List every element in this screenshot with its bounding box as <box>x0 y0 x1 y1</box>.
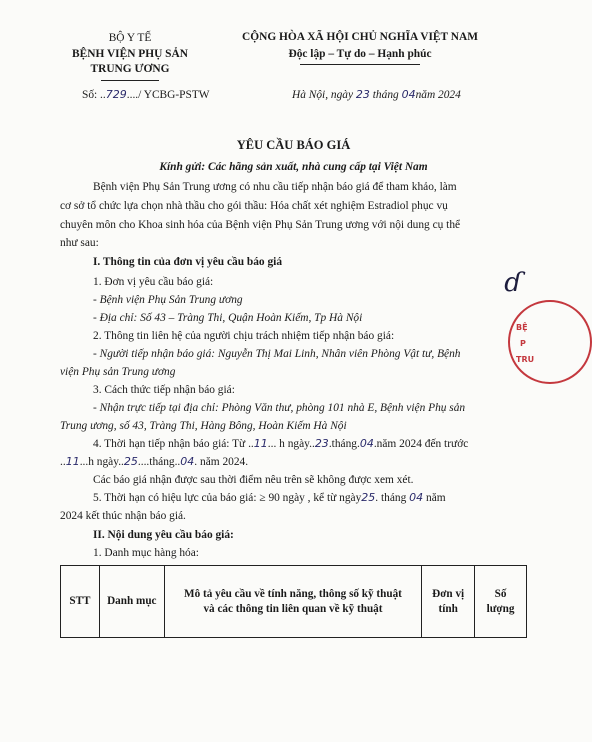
country-name: CỘNG HÒA XÃ HỘI CHỦ NGHĨA VIỆT NAM <box>242 31 478 43</box>
section-1-item-5-line-1: 5. Thời hạn có hiệu lực của báo giá: ≥ 90 ngày , kể từ ngày25. tháng 04 năm <box>93 491 446 504</box>
requesting-unit-address: - Địa chỉ: Số 43 – Tràng Thi, Quận Hoàn Kiếm, Tp Hà Nội <box>93 312 363 324</box>
ministry-name: BỘ Y TẾ <box>108 32 152 44</box>
intro-line-2: cơ sở tổ chức lựa chọn nhà thầu cho gói thầu: Hóa chất xét nghiệm Estradiol phục vụ <box>60 200 448 212</box>
header-unit-line-1: Đơn vị <box>432 587 465 600</box>
section-1-item-4-line-1: 4. Thời hạn tiếp nhận báo giá: Từ ..11... h ngày..23.tháng.04.năm 2024 đến trước <box>93 437 469 450</box>
date-day-handwritten: 23 <box>355 88 370 101</box>
intro-line-1: Bệnh viện Phụ Sản Trung ương có nhu cầu tiếp nhận báo giá để tham khảo, làm <box>93 181 457 193</box>
header-unit <box>422 566 475 638</box>
section-1-item-4-line-2: ..11...h ngày..25....tháng..04. năm 2024. <box>60 455 249 468</box>
requesting-unit-name: - Bệnh viện Phụ Sản Trung ương <box>93 294 243 306</box>
validity-day-handwritten: 25 <box>361 491 376 504</box>
hospital-stamp: BỆ P TRU <box>508 300 592 384</box>
section-1-item-3: 3. Cách thức tiếp nhận báo giá: <box>93 384 235 396</box>
end-hour-handwritten: 11 <box>65 455 80 468</box>
motto-underline <box>300 64 420 65</box>
section-2-item-1: 1. Danh mục hàng hóa: <box>93 547 199 559</box>
document-title: YÊU CẦU BÁO GIÁ <box>236 138 351 152</box>
direct-delivery-line-1: - Nhận trực tiếp tại địa chỉ: Phòng Văn thư, phòng 101 nhà E, Bệnh viện Phụ sản <box>93 402 466 414</box>
hospital-name-line1: BỆNH VIỆN PHỤ SẢN <box>72 48 188 60</box>
receiver-line-1: - Người tiếp nhận báo giá: Nguyễn Thị Mai Linh, Nhân viên Phòng Vật tư, Bệnh <box>93 348 461 360</box>
header-unit-line-2: tính <box>438 602 458 615</box>
header-description-line-1: Mô tả yêu cầu về tính năng, thông số kỹ thuật <box>184 587 402 600</box>
header-description <box>164 566 422 638</box>
intro-line-3: chuyên môn cho Khoa sinh hóa của Bệnh viện Phụ Sản Trung ương với nội dung cụ thể <box>60 219 461 231</box>
recipient-line: Kính gửi: Các hãng sản xuất, nhà cung cấp tại Việt Nam <box>159 161 428 173</box>
header-description-line-2: và các thông tin liên quan về kỹ thuật <box>203 602 383 615</box>
handwritten-signature: ɗ <box>504 268 522 298</box>
late-submission-note: Các báo giá nhận được sau thời điểm nêu trên sẽ không được xem xét. <box>93 474 414 486</box>
section-1-heading: I. Thông tin của đơn vị yêu cầu báo giá <box>93 256 283 268</box>
national-motto: Độc lập – Tự do – Hạnh phúc <box>288 48 432 60</box>
header-quantity <box>475 566 527 638</box>
goods-table <box>60 565 527 638</box>
hospital-name-line2: TRUNG ƯƠNG <box>90 63 170 75</box>
header-stt: STT <box>61 566 100 638</box>
document-date: Hà Nội, ngày 23 tháng 04năm 2024 <box>292 88 461 101</box>
section-1-item-5-line-2: 2024 kết thúc nhận báo giá. <box>60 510 186 522</box>
start-day-handwritten: 23 <box>314 437 329 450</box>
header-quantity-line-1: Số <box>494 587 507 600</box>
receiver-line-2: viện Phụ sản Trung ương <box>60 366 176 378</box>
header-quantity-line-2: lượng <box>486 602 515 615</box>
end-month-handwritten: 04 <box>180 455 195 468</box>
goods-table-header-row <box>61 566 527 638</box>
direct-delivery-line-2: Trung ương, số 43, Tràng Thi, Hàng Bông, Hoàn Kiếm Hà Nội <box>60 420 347 432</box>
hospital-name-underline <box>101 80 159 81</box>
section-1-item-1: 1. Đơn vị yêu cầu báo giá: <box>93 276 214 288</box>
section-1-item-2: 2. Thông tin liên hệ của người chịu trách nhiệm tiếp nhận báo giá: <box>93 330 395 342</box>
validity-month-handwritten: 04 <box>409 491 424 504</box>
intro-line-4: như sau: <box>60 237 99 249</box>
document-number-handwritten: 729 <box>105 88 127 101</box>
document-number: Số: ..729..../ YCBG-PSTW <box>82 88 210 101</box>
date-month-handwritten: 04 <box>401 88 416 101</box>
section-2-heading: II. Nội dung yêu cầu báo giá: <box>93 529 234 541</box>
header-category: Danh mục <box>99 566 164 638</box>
start-month-handwritten: 04 <box>359 437 374 450</box>
end-day-handwritten: 25 <box>123 455 138 468</box>
start-hour-handwritten: 11 <box>253 437 268 450</box>
